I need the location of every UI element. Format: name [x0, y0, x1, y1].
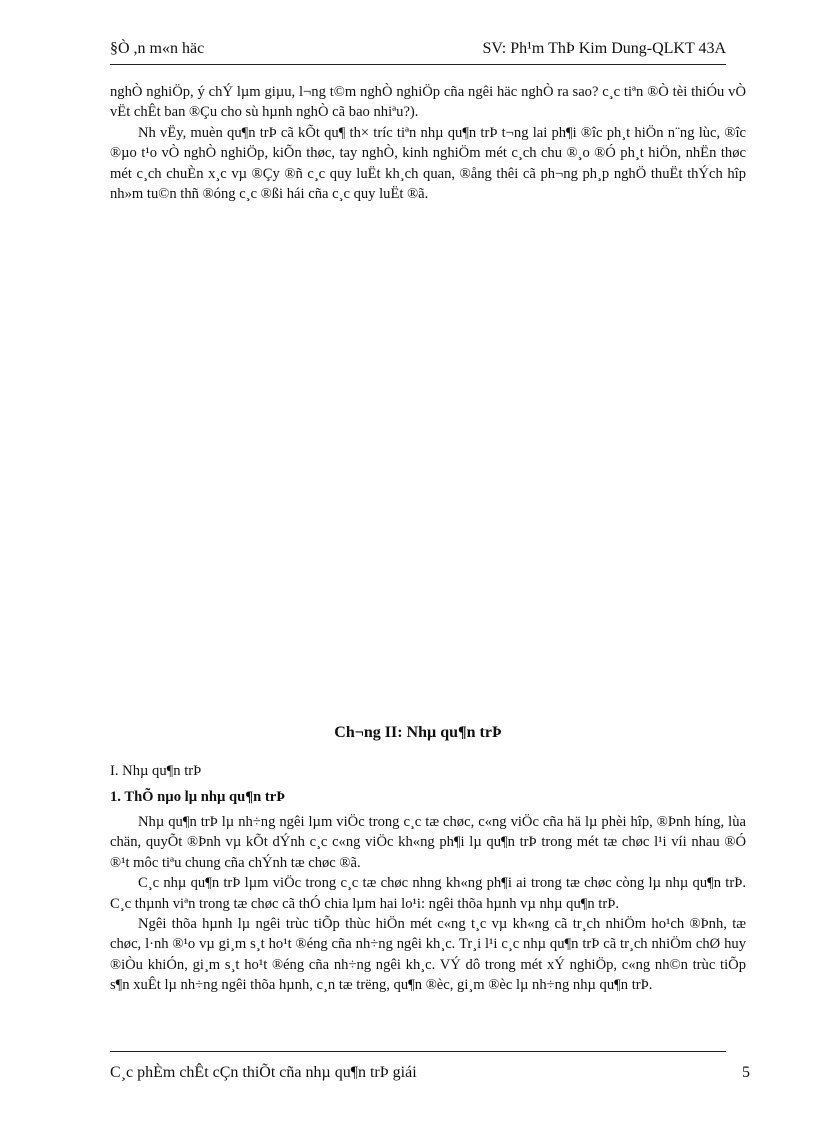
top-text-block	[110, 82, 746, 204]
footer-divider	[110, 1051, 726, 1052]
paragraph: C¸c nhµ qu¶n trÞ lµm viÖc trong c¸c tæ chøc nhng kh«ng ph¶i ai trong tæ chøc còng lµ nhµ qu¶n trÞ. C¸c thµnh viªn trong tæ chøc cã thÓ chia lµm hai lo¹i: ngêi thõa hµnh vµ nhµ qu¶n trÞ.	[110, 875, 746, 912]
paragraph: nghÒ nghiÖp, ý chÝ lµm giµu, l¬ng t©m nghÒ nghiÖp cña ngêi häc nghÒ ra sao? c¸c tiªn ®Ò tèi thiÓu vÒ vËt chÊt ban ®Çu cho sù hµnh nghÒ cã bao nhiªu?).	[110, 84, 746, 121]
chapter-title: Ch¬ng II: Nhµ qu¶n trÞ	[334, 724, 502, 741]
page-number: 5	[742, 1064, 750, 1081]
bottom-text-block	[110, 812, 746, 996]
header-course-title: §Ò ,n m«n häc	[110, 40, 205, 57]
page-header	[110, 38, 726, 65]
paragraph: Nhµ qu¶n trÞ lµ nh÷ng ngêi lµm viÖc trong c¸c tæ chøc, c«ng viÖc cña hä lµ phèi hîp, ®Þnh híng, lùa chän, quyÕt ®Þnh vµ kÕt dÝnh c¸c c«ng viÖc kh«ng ph¶i lµ qu¶n trÞ trong mét tæ chøc l¹i víi nhau ®Ó ®¹t môc tiªu chung cña chÝnh tæ chøc ®ã.	[110, 814, 746, 871]
section-heading: I. Nhµ qu¶n trÞ	[110, 763, 202, 779]
subsection-heading: 1. ThÕ nµo lµ nhµ qu¶n trÞ	[110, 789, 286, 805]
document-page	[110, 28, 750, 1098]
paragraph: Ngêi thõa hµnh lµ ngêi trùc tiÕp thùc hiÖn mét c«ng t¸c vµ kh«ng cã tr¸ch nhiÖm ho¹ch ®Þnh, tæ chøc, l·nh ®¹o vµ gi¸m s¸t ho¹t ®éng cña nh÷ng ngêi kh¸c. Tr¸i l¹i c¸c nhµ qu¶n trÞ cã tr¸ch nhiÖm chØ huy ®iÒu khiÓn, gi¸m s¸t ho¹t ®éng cña nh÷ng ngêi kh¸c. VÝ dô trong mét xÝ nghiÖp, c«ng nh©n trùc tiÕp s¶n xuÊt lµ nh÷ng ngêi thõa hµnh, c¸n tæ trëng, qu¶n ®èc, gi¸m ®èc lµ nh÷ng nhµ qu¶n trÞ.	[110, 916, 746, 994]
header-student-info: SV: Ph¹m ThÞ Kim Dung-QLKT 43A	[482, 40, 726, 57]
paragraph: Nh vËy, muèn qu¶n trÞ cã kÕt qu¶ th× tríc tiªn nhµ qu¶n trÞ t¬ng lai ph¶i ®îc ph¸t hiÖn n¨ng lùc, ®îc ®µo t¹o vÒ nghÒ nghiÖp, kiÕn thøc, tay nghÒ, kinh nghiÖm mét c¸ch chu ®¸o ®Ó ph¸t hiÖn, nhËn thøc mét c¸ch chuÈn x¸c vµ ®Çy ®ñ c¸c quy luËt kh¸ch quan, ®ång thêi cã ph¬ng ph¸p nghÖ thuËt thÝch hîp nh»m tu©n thñ ®óng c¸c ®ßi hái cña c¸c quy luËt ®ã.	[110, 124, 746, 203]
footer-document-title: C¸c phÈm chÊt cÇn thiÕt cña nhµ qu¶n trÞ giái	[110, 1064, 417, 1081]
